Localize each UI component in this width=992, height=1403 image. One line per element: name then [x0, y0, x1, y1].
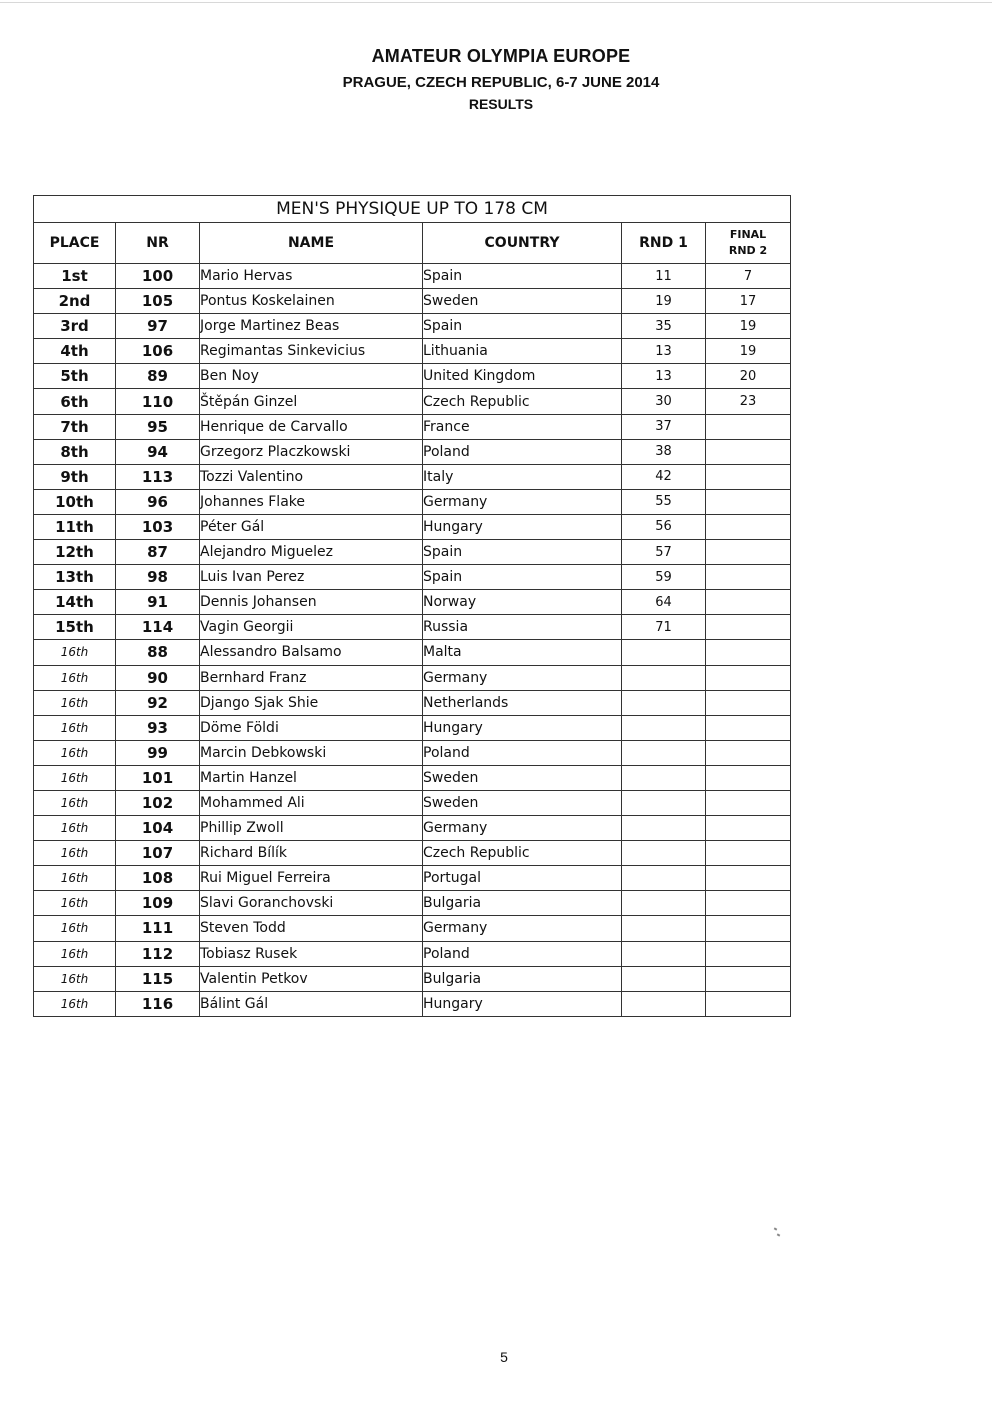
- rnd1-cell: [622, 740, 706, 765]
- country-cell: Bulgaria: [423, 891, 622, 916]
- country-cell: Norway: [423, 590, 622, 615]
- rnd2-cell: [706, 841, 791, 866]
- table-row: [34, 941, 791, 966]
- name-cell: Alejandro Miguelez: [200, 540, 423, 565]
- country-cell: Portugal: [423, 866, 622, 891]
- rnd1-cell: 13: [622, 364, 706, 389]
- nr-cell: 112: [116, 941, 200, 966]
- column-header-rnd1: RND 1: [622, 223, 706, 264]
- country-cell: Poland: [423, 941, 622, 966]
- rnd1-cell: 55: [622, 489, 706, 514]
- rnd1-cell: [622, 991, 706, 1016]
- nr-cell: 106: [116, 339, 200, 364]
- rnd2-cell: [706, 966, 791, 991]
- place-cell: 8th: [34, 439, 116, 464]
- rnd1-cell: [622, 715, 706, 740]
- table-row: [34, 439, 791, 464]
- table-row: [34, 790, 791, 815]
- rnd2-cell: [706, 414, 791, 439]
- document-header: [0, 46, 992, 112]
- nr-cell: 111: [116, 916, 200, 941]
- rnd2-cell: [706, 640, 791, 665]
- rnd1-cell: [622, 941, 706, 966]
- table-row: [34, 389, 791, 414]
- column-header-row: [34, 223, 791, 264]
- rnd1-cell: 19: [622, 289, 706, 314]
- table-row: [34, 414, 791, 439]
- table-row: [34, 289, 791, 314]
- name-cell: Štěpán Ginzel: [200, 389, 423, 414]
- nr-cell: 115: [116, 966, 200, 991]
- name-cell: Martin Hanzel: [200, 765, 423, 790]
- results-table: [33, 195, 791, 1017]
- rnd2-cell: 19: [706, 339, 791, 364]
- column-header-place: PLACE: [34, 223, 116, 264]
- table-row: [34, 891, 791, 916]
- rnd2-cell: [706, 790, 791, 815]
- table-row: [34, 866, 791, 891]
- country-cell: Poland: [423, 740, 622, 765]
- rnd1-cell: [622, 790, 706, 815]
- nr-cell: 88: [116, 640, 200, 665]
- table-row: [34, 740, 791, 765]
- place-cell: 11th: [34, 514, 116, 539]
- nr-cell: 93: [116, 715, 200, 740]
- country-cell: Sweden: [423, 790, 622, 815]
- table-row: [34, 765, 791, 790]
- rnd1-cell: 64: [622, 590, 706, 615]
- rnd1-cell: 35: [622, 314, 706, 339]
- nr-cell: 100: [116, 264, 200, 289]
- country-cell: Lithuania: [423, 339, 622, 364]
- name-cell: Pontus Koskelainen: [200, 289, 423, 314]
- table-row: [34, 339, 791, 364]
- column-header-name: NAME: [200, 223, 423, 264]
- rnd2-cell: [706, 540, 791, 565]
- place-cell: 13th: [34, 565, 116, 590]
- rnd2-cell: 20: [706, 364, 791, 389]
- rnd1-cell: [622, 966, 706, 991]
- name-cell: Django Sjak Shie: [200, 690, 423, 715]
- rnd2-cell: 23: [706, 389, 791, 414]
- country-cell: Czech Republic: [423, 841, 622, 866]
- table-row: [34, 916, 791, 941]
- rnd2-cell: [706, 916, 791, 941]
- nr-cell: 113: [116, 464, 200, 489]
- country-cell: Spain: [423, 540, 622, 565]
- country-cell: Bulgaria: [423, 966, 622, 991]
- place-cell: 2nd: [34, 289, 116, 314]
- column-header-final-rnd2: [706, 223, 791, 264]
- rnd2-cell: [706, 991, 791, 1016]
- country-cell: United Kingdom: [423, 364, 622, 389]
- table-row: [34, 514, 791, 539]
- country-cell: France: [423, 414, 622, 439]
- place-cell: 16th: [34, 866, 116, 891]
- rnd1-cell: [622, 816, 706, 841]
- table-row: [34, 816, 791, 841]
- rnd2-cell: [706, 615, 791, 640]
- place-cell: 16th: [34, 916, 116, 941]
- nr-cell: 92: [116, 690, 200, 715]
- rnd2-cell: [706, 590, 791, 615]
- name-cell: Slavi Goranchovski: [200, 891, 423, 916]
- rnd2-cell: [706, 565, 791, 590]
- rnd2-cell: [706, 765, 791, 790]
- country-cell: Germany: [423, 916, 622, 941]
- rnd2-cell: [706, 665, 791, 690]
- table-row: [34, 489, 791, 514]
- place-cell: 14th: [34, 590, 116, 615]
- country-cell: Spain: [423, 565, 622, 590]
- nr-cell: 98: [116, 565, 200, 590]
- place-cell: 12th: [34, 540, 116, 565]
- country-cell: Sweden: [423, 765, 622, 790]
- nr-cell: 99: [116, 740, 200, 765]
- rnd1-cell: [622, 866, 706, 891]
- rnd1-cell: 56: [622, 514, 706, 539]
- country-cell: Spain: [423, 314, 622, 339]
- rnd2-label: RND 2: [728, 244, 768, 257]
- country-cell: Germany: [423, 665, 622, 690]
- place-cell: 16th: [34, 790, 116, 815]
- name-cell: Johannes Flake: [200, 489, 423, 514]
- rnd2-cell: 19: [706, 314, 791, 339]
- place-cell: 4th: [34, 339, 116, 364]
- scan-speck: [777, 1233, 781, 1236]
- name-cell: Dennis Johansen: [200, 590, 423, 615]
- table-title-row: [34, 196, 791, 223]
- name-cell: Ben Noy: [200, 364, 423, 389]
- results-body: [34, 264, 791, 1017]
- place-cell: 16th: [34, 740, 116, 765]
- country-cell: Russia: [423, 615, 622, 640]
- place-cell: 16th: [34, 966, 116, 991]
- name-cell: Richard Bílík: [200, 841, 423, 866]
- place-cell: 16th: [34, 816, 116, 841]
- place-cell: 16th: [34, 991, 116, 1016]
- place-cell: 7th: [34, 414, 116, 439]
- name-cell: Mohammed Ali: [200, 790, 423, 815]
- country-cell: Hungary: [423, 991, 622, 1016]
- rnd2-cell: [706, 715, 791, 740]
- column-header-country: COUNTRY: [423, 223, 622, 264]
- place-cell: 16th: [34, 690, 116, 715]
- nr-cell: 101: [116, 765, 200, 790]
- rnd2-cell: [706, 740, 791, 765]
- name-cell: Péter Gál: [200, 514, 423, 539]
- rnd2-cell: [706, 816, 791, 841]
- country-cell: Italy: [423, 464, 622, 489]
- place-cell: 15th: [34, 615, 116, 640]
- place-cell: 5th: [34, 364, 116, 389]
- nr-cell: 102: [116, 790, 200, 815]
- table-row: [34, 640, 791, 665]
- table-row: [34, 991, 791, 1016]
- rnd2-cell: [706, 941, 791, 966]
- event-location-date: PRAGUE, CZECH REPUBLIC, 6-7 JUNE 2014: [342, 74, 660, 91]
- name-cell: Tobiasz Rusek: [200, 941, 423, 966]
- rnd1-cell: 13: [622, 339, 706, 364]
- place-cell: 1st: [34, 264, 116, 289]
- name-cell: Jorge Martinez Beas: [200, 314, 423, 339]
- rnd1-cell: [622, 690, 706, 715]
- rnd1-cell: 38: [622, 439, 706, 464]
- name-cell: Regimantas Sinkevicius: [200, 339, 423, 364]
- place-cell: 16th: [34, 765, 116, 790]
- event-title: AMATEUR OLYMPIA EUROPE: [371, 46, 631, 66]
- nr-cell: 103: [116, 514, 200, 539]
- name-cell: Luis Ivan Perez: [200, 565, 423, 590]
- rnd2-cell: [706, 891, 791, 916]
- name-cell: Tozzi Valentino: [200, 464, 423, 489]
- category-title: MEN'S PHYSIQUE UP TO 178 CM: [34, 196, 791, 223]
- table-row: [34, 966, 791, 991]
- nr-cell: 116: [116, 991, 200, 1016]
- country-cell: Czech Republic: [423, 389, 622, 414]
- rnd1-cell: 57: [622, 540, 706, 565]
- place-cell: 16th: [34, 640, 116, 665]
- name-cell: Grzegorz Placzkowski: [200, 439, 423, 464]
- rnd2-cell: [706, 464, 791, 489]
- rnd1-cell: 11: [622, 264, 706, 289]
- name-cell: Henrique de Carvallo: [200, 414, 423, 439]
- place-cell: 16th: [34, 841, 116, 866]
- rnd1-cell: [622, 765, 706, 790]
- rnd1-cell: 42: [622, 464, 706, 489]
- name-cell: Phillip Zwoll: [200, 816, 423, 841]
- nr-cell: 96: [116, 489, 200, 514]
- top-rule: [0, 2, 992, 3]
- rnd2-cell: [706, 866, 791, 891]
- rnd2-cell: [706, 439, 791, 464]
- nr-cell: 87: [116, 540, 200, 565]
- nr-cell: 94: [116, 439, 200, 464]
- country-cell: Germany: [423, 816, 622, 841]
- name-cell: Bálint Gál: [200, 991, 423, 1016]
- nr-cell: 90: [116, 665, 200, 690]
- rnd2-cell: [706, 489, 791, 514]
- nr-cell: 107: [116, 841, 200, 866]
- rnd1-cell: [622, 916, 706, 941]
- table-row: [34, 715, 791, 740]
- place-cell: 16th: [34, 891, 116, 916]
- rnd2-cell: 17: [706, 289, 791, 314]
- rnd1-cell: [622, 841, 706, 866]
- name-cell: Valentin Petkov: [200, 966, 423, 991]
- table-row: [34, 615, 791, 640]
- country-cell: Poland: [423, 439, 622, 464]
- rnd1-cell: 37: [622, 414, 706, 439]
- table-row: [34, 590, 791, 615]
- name-cell: Vagin Georgii: [200, 615, 423, 640]
- nr-cell: 114: [116, 615, 200, 640]
- table-row: [34, 314, 791, 339]
- rnd1-cell: 59: [622, 565, 706, 590]
- rnd2-cell: [706, 514, 791, 539]
- nr-cell: 108: [116, 866, 200, 891]
- name-cell: Alessandro Balsamo: [200, 640, 423, 665]
- rnd2-cell: 7: [706, 264, 791, 289]
- rnd1-cell: [622, 640, 706, 665]
- page-number: 5: [500, 1349, 508, 1365]
- rnd1-cell: 30: [622, 389, 706, 414]
- nr-cell: 105: [116, 289, 200, 314]
- place-cell: 16th: [34, 665, 116, 690]
- nr-cell: 104: [116, 816, 200, 841]
- rnd2-cell: [706, 690, 791, 715]
- place-cell: 16th: [34, 715, 116, 740]
- name-cell: Döme Földi: [200, 715, 423, 740]
- rnd1-cell: 71: [622, 615, 706, 640]
- table-row: [34, 264, 791, 289]
- place-cell: 6th: [34, 389, 116, 414]
- nr-cell: 109: [116, 891, 200, 916]
- country-cell: Malta: [423, 640, 622, 665]
- column-header-nr: NR: [116, 223, 200, 264]
- place-cell: 16th: [34, 941, 116, 966]
- country-cell: Hungary: [423, 715, 622, 740]
- final-label: FINAL: [729, 228, 767, 241]
- country-cell: Hungary: [423, 514, 622, 539]
- country-cell: Netherlands: [423, 690, 622, 715]
- table-row: [34, 690, 791, 715]
- table-row: [34, 464, 791, 489]
- place-cell: 9th: [34, 464, 116, 489]
- country-cell: Sweden: [423, 289, 622, 314]
- section-heading: RESULTS: [468, 96, 534, 112]
- table-row: [34, 665, 791, 690]
- table-row: [34, 364, 791, 389]
- name-cell: Bernhard Franz: [200, 665, 423, 690]
- country-cell: Spain: [423, 264, 622, 289]
- scan-speck: [774, 1227, 778, 1230]
- table-row: [34, 565, 791, 590]
- nr-cell: 89: [116, 364, 200, 389]
- rnd1-cell: [622, 891, 706, 916]
- place-cell: 3rd: [34, 314, 116, 339]
- nr-cell: 110: [116, 389, 200, 414]
- nr-cell: 97: [116, 314, 200, 339]
- name-cell: Mario Hervas: [200, 264, 423, 289]
- rnd1-cell: [622, 665, 706, 690]
- table-row: [34, 841, 791, 866]
- place-cell: 10th: [34, 489, 116, 514]
- table-row: [34, 540, 791, 565]
- name-cell: Rui Miguel Ferreira: [200, 866, 423, 891]
- name-cell: Steven Todd: [200, 916, 423, 941]
- nr-cell: 91: [116, 590, 200, 615]
- name-cell: Marcin Debkowski: [200, 740, 423, 765]
- country-cell: Germany: [423, 489, 622, 514]
- nr-cell: 95: [116, 414, 200, 439]
